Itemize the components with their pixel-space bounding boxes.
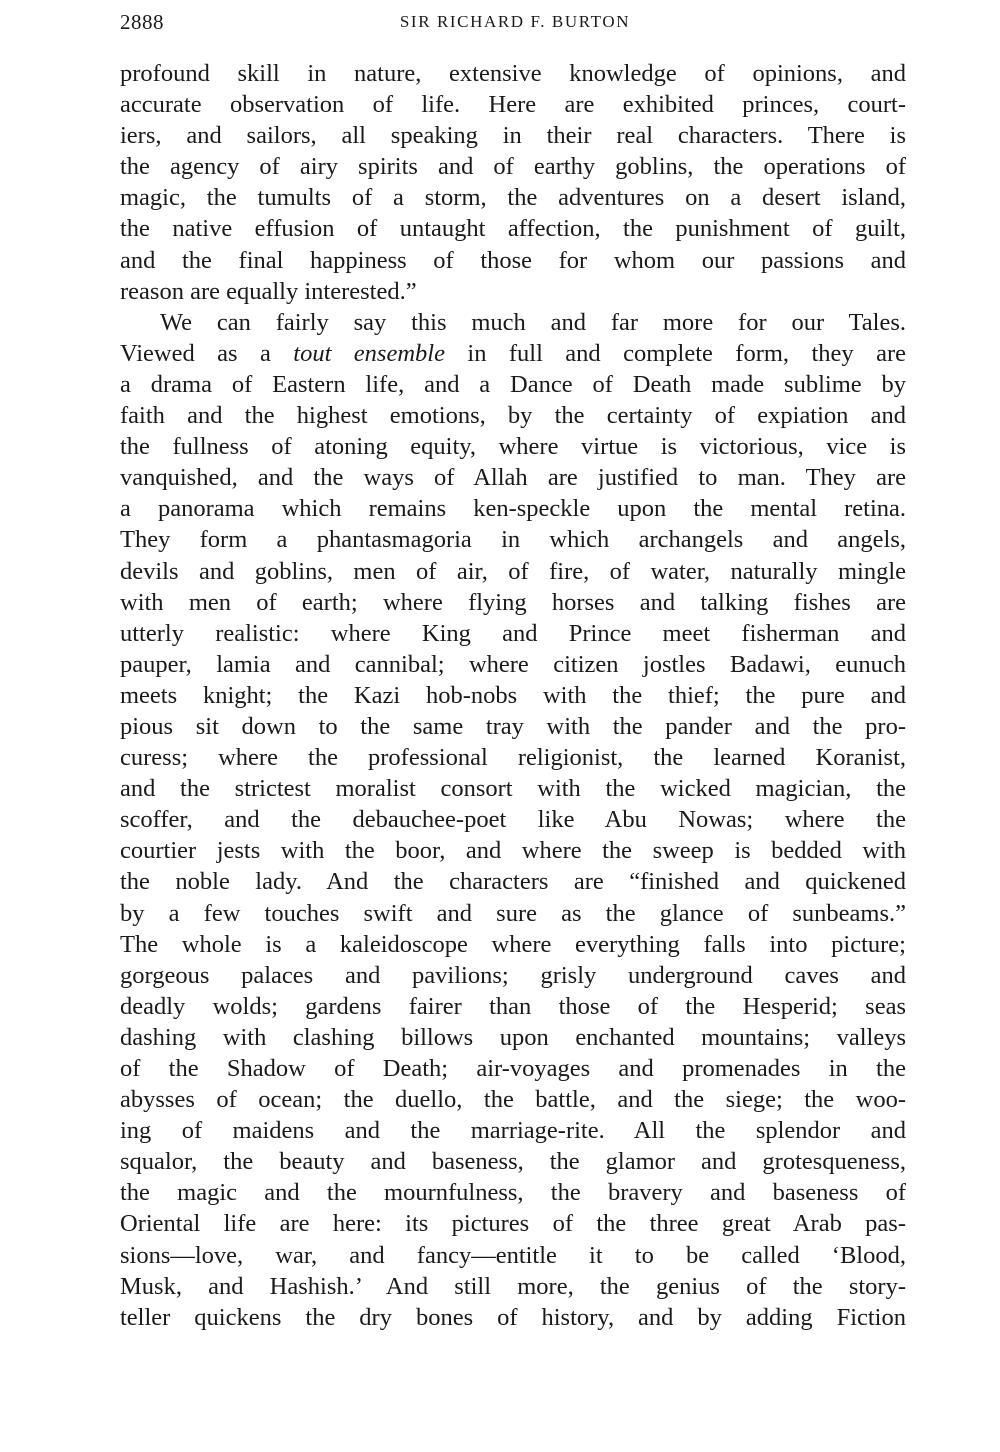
text-line: gorgeous palaces and pavilions; grisly underground caves and xyxy=(120,961,906,989)
text-line: of the Shadow of Death; air-voyages and promenades in the xyxy=(120,1055,906,1082)
text-line: the agency of airy spirits and of earthy goblins, the operations of xyxy=(120,153,906,181)
text-line: curess; where the professional religionist, the learned Koranist, xyxy=(120,744,906,772)
text-line: iers, and sailors, all speaking in their real characters. There is xyxy=(120,122,906,150)
text-line-segment: Viewed as a xyxy=(120,339,294,367)
text-line: abysses of ocean; the duello, the battle, and the siege; the woo- xyxy=(120,1086,906,1114)
text-line: scoffer, and the debauchee-poet like Abu Nowas; where the xyxy=(120,806,906,834)
body-text xyxy=(120,58,906,1333)
text-line: the native effusion of untaught affection, the punishment of guilt, xyxy=(120,215,906,243)
text-line: devils and goblins, men of air, of fire, of water, naturally mingle xyxy=(120,557,906,585)
text-line: and the final happiness of those for whom our passions and xyxy=(120,246,906,274)
text-line: courtier jests with the boor, and where the sweep is bedded with xyxy=(120,837,906,865)
text-line-segment: in full and complete form, they are xyxy=(444,339,906,367)
text-line: the fullness of atoning equity, where virtue is victorious, vice is xyxy=(120,433,906,461)
text-line: The whole is a kaleidoscope where everything falls into picture; xyxy=(120,930,906,958)
text-line: Musk, and Hashish.’ And still more, the genius of the story- xyxy=(120,1272,906,1300)
italic-phrase: tout ensemble xyxy=(293,339,445,367)
text-line: pauper, lamia and cannibal; where citizen jostles Badawi, eunuch xyxy=(120,650,906,678)
text-line: sions—love, war, and fancy—entitle it to be called ‘Blood, xyxy=(120,1241,906,1269)
text-line: deadly wolds; gardens fairer than those of the Hesperid; seas xyxy=(120,992,906,1020)
text-line: with men of earth; where flying horses and talking fishes are xyxy=(120,588,906,616)
text-line: a panorama which remains ken-speckle upon the mental retina. xyxy=(120,495,906,523)
text-line: by a few touches swift and sure as the glance of sunbeams.” xyxy=(120,899,906,927)
text-line: profound skill in nature, extensive knowledge of opinions, and xyxy=(120,60,906,87)
text-line: and the strictest moralist consort with the wicked magician, the xyxy=(120,775,906,803)
text-line: Oriental life are here: its pictures of the three great Arab pas- xyxy=(120,1210,906,1238)
text-line: the noble lady. And the characters are “finished and quickened xyxy=(120,868,906,896)
text-line: teller quickens the dry bones of history, and by adding Fiction xyxy=(120,1303,906,1331)
page-header xyxy=(120,10,910,40)
text-line xyxy=(120,338,906,369)
text-line: a drama of Eastern life, and a Dance of Death made sublime by xyxy=(120,370,906,398)
text-line: pious sit down to the same tray with the pander and the pro- xyxy=(120,712,906,740)
text-line: reason are equally interested.” xyxy=(120,277,417,305)
text-line: accurate observation of life. Here are exhibited princes, court- xyxy=(120,91,906,119)
text-line: squalor, the beauty and baseness, the glamor and grotesqueness, xyxy=(120,1148,906,1176)
page-number: 2888 xyxy=(120,10,164,34)
text-line: We can fairly say this much and far more for our Tales. xyxy=(160,308,906,336)
text-line: utterly realistic: where King and Prince meet fisherman and xyxy=(120,619,906,647)
running-head: SIR RICHARD F. BURTON xyxy=(399,12,631,31)
text-line: meets knight; the Kazi hob-nobs with the thief; the pure and xyxy=(120,681,906,709)
text-line: dashing with clashing billows upon enchanted mountains; valleys xyxy=(120,1023,906,1051)
text-line: the magic and the mournfulness, the bravery and baseness of xyxy=(120,1179,906,1207)
text-line: ing of maidens and the marriage-rite. All the splendor and xyxy=(120,1117,906,1145)
text-line: magic, the tumults of a storm, the adventures on a desert island, xyxy=(120,184,906,212)
text-line: faith and the highest emotions, by the certainty of expiation and xyxy=(120,402,906,430)
text-line: vanquished, and the ways of Allah are justified to man. They are xyxy=(120,464,906,492)
text-line: They form a phantasmagoria in which archangels and angels, xyxy=(120,526,906,554)
